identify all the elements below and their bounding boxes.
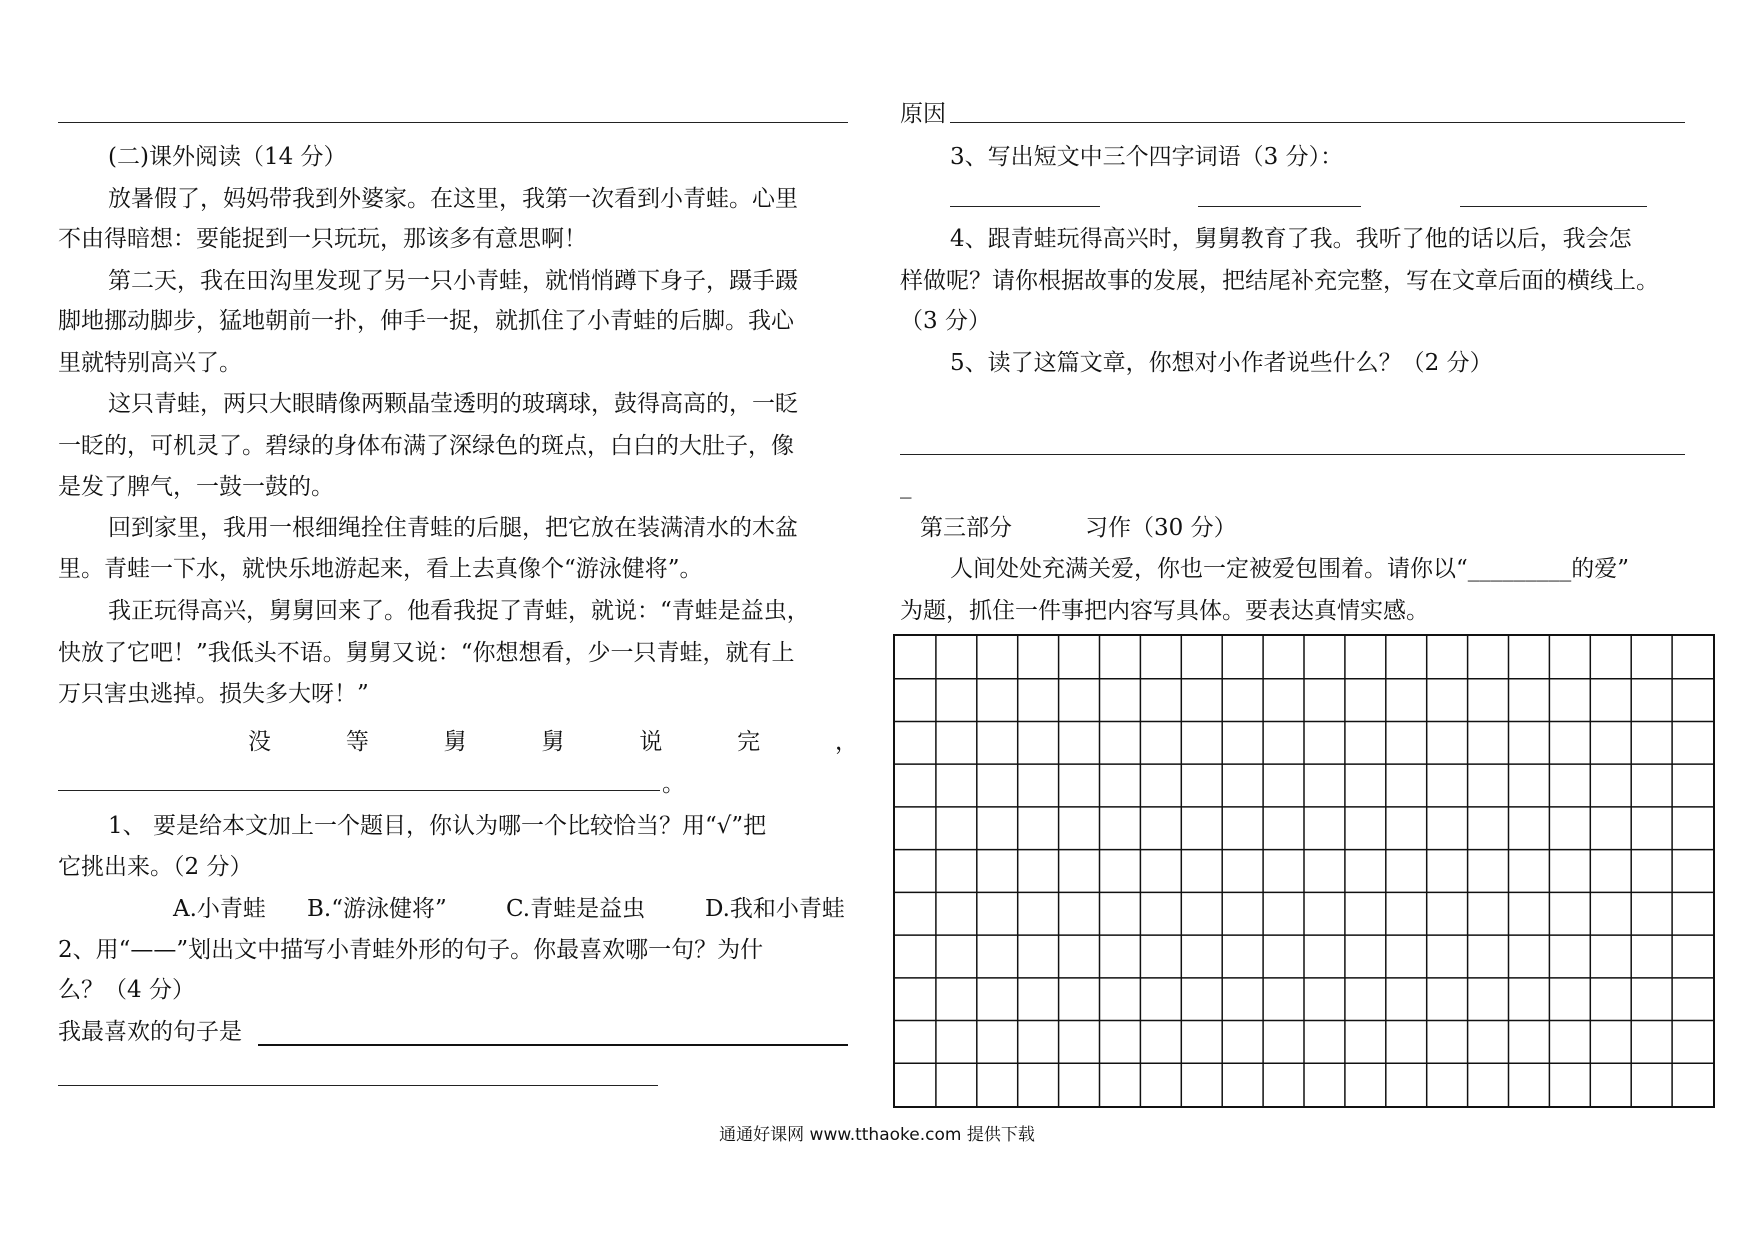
spread-char: 舅 [443, 729, 467, 755]
paragraph-5-line-2: 快放了它吧！”我低头不语。舅舅又说：“你想想看，少一只青蛙，就有上 [58, 640, 795, 666]
writing-prompt-line-1: 人间处处充满关爱，你也一定被爱包围着。请你以“_________的爱” [950, 556, 1630, 582]
continuation-answer-line[interactable] [58, 790, 660, 791]
writing-prompt-line-2: 为题，抓住一件事把内容写具体。要表达真情实感。 [900, 598, 1429, 624]
writing-grid-lines [895, 636, 1713, 1106]
footer-credit: 通通好课网 www.tthaoke.com 提供下载 [719, 1125, 1035, 1145]
idiom-blank-3[interactable] [1460, 206, 1647, 207]
question-4-line-2: 样做呢？请你根据故事的发展，把结尾补充完整，写在文章后面的横线上。 [900, 268, 1659, 294]
paragraph-5-line-1: 我正玩得高兴，舅舅回来了。他看我捉了青蛙，就说：“青蛙是益虫， [108, 598, 810, 624]
spread-char: ， [834, 729, 858, 755]
question-5-answer-line[interactable] [900, 454, 1685, 455]
paragraph-4-line-1: 回到家里，我用一根细绳拴住青蛙的后腿，把它放在装满清水的木盆 [108, 515, 798, 541]
paragraph-2-line-1: 第二天，我在田沟里发现了另一只小青蛙，就悄悄蹲下身子，蹑手蹑 [108, 268, 798, 294]
continuation-end-period: 。 [662, 771, 685, 797]
paragraph-4-line-2: 里。青蛙一下水，就快乐地游起来，看上去真像个“游泳健将”。 [58, 556, 703, 582]
question-1-line-1: 1、 要是给本文加上一个题目，你认为哪一个比较恰当？用“√”把 [108, 813, 767, 839]
question-4-line-3: （3 分） [900, 308, 991, 334]
paragraph-3-line-3: 是发了脾气，一鼓一鼓的。 [58, 474, 334, 500]
spread-char: 没 [248, 729, 271, 755]
spread-char: 等 [345, 729, 369, 755]
question-4-line-1: 4、跟青蛙玩得高兴时，舅舅教育了我。我听了他的话以后，我会怎 [950, 226, 1632, 252]
spread-char: 舅 [541, 729, 565, 755]
question-3: 3、写出短文中三个四字词语（3 分）： [950, 144, 1344, 170]
paragraph-1-line-2: 不由得暗想：要能捉到一只玩玩，那该多有意思啊！ [58, 226, 587, 252]
stray-underscore: _ [900, 473, 912, 499]
option-c[interactable]: C.青蛙是益虫 [506, 896, 646, 922]
paragraph-5-line-3: 万只害虫逃掉。损失多大呀！” [58, 681, 369, 707]
paragraph-3-line-2: 一眨的，可机灵了。碧绿的身体布满了深绿色的斑点，白白的大肚子，像 [58, 433, 794, 459]
question-2-line-1: 2、用“——”划出文中描写小青蛙外形的句子。你最喜欢哪一句？为什 [58, 937, 764, 963]
paragraph-2-line-3: 里就特别高兴了。 [58, 350, 242, 376]
favorite-sentence-label: 我最喜欢的句子是 [58, 1019, 242, 1045]
paragraph-2-line-2: 脚地挪动脚步，猛地朝前一扑，伸手一捉，就抓住了小青蛙的后脚。我心 [58, 308, 794, 334]
paragraph-1-line-1: 放暑假了，妈妈带我到外婆家。在这里，我第一次看到小青蛙。心里 [108, 186, 798, 212]
part-3-title: 第三部分 [920, 515, 1012, 541]
favorite-sentence-line-2[interactable] [58, 1085, 658, 1086]
question-2-line-2: 么？（4 分） [58, 977, 195, 1003]
reason-answer-line[interactable] [950, 122, 1685, 123]
spread-char: 完 [737, 729, 761, 755]
question-5: 5、读了这篇文章，你想对小作者说些什么？（2 分） [950, 350, 1493, 376]
writing-grid[interactable] [893, 634, 1715, 1108]
option-d[interactable]: D.我和小青蛙 [705, 896, 845, 922]
reason-label: 原因 [900, 101, 946, 127]
option-a[interactable]: A.小青蛙 [173, 896, 266, 922]
section-title: (二)课外阅读（14 分） [108, 144, 347, 170]
paragraph-3-line-1: 这只青蛙，两只大眼睛像两颗晶莹透明的玻璃球，鼓得高高的，一眨 [108, 391, 798, 417]
favorite-sentence-line[interactable] [258, 1044, 848, 1046]
continuation-prompt [58, 728, 858, 756]
question-1-line-2: 它挑出来。（2 分） [58, 854, 253, 880]
option-b[interactable]: B.“游泳健将” [307, 896, 447, 922]
top-answer-line-left[interactable] [58, 122, 848, 123]
idiom-blank-1[interactable] [950, 206, 1100, 207]
part-3-subtitle: 习作（30 分） [1085, 515, 1237, 541]
idiom-blank-2[interactable] [1198, 206, 1361, 207]
spread-char: 说 [639, 729, 663, 755]
